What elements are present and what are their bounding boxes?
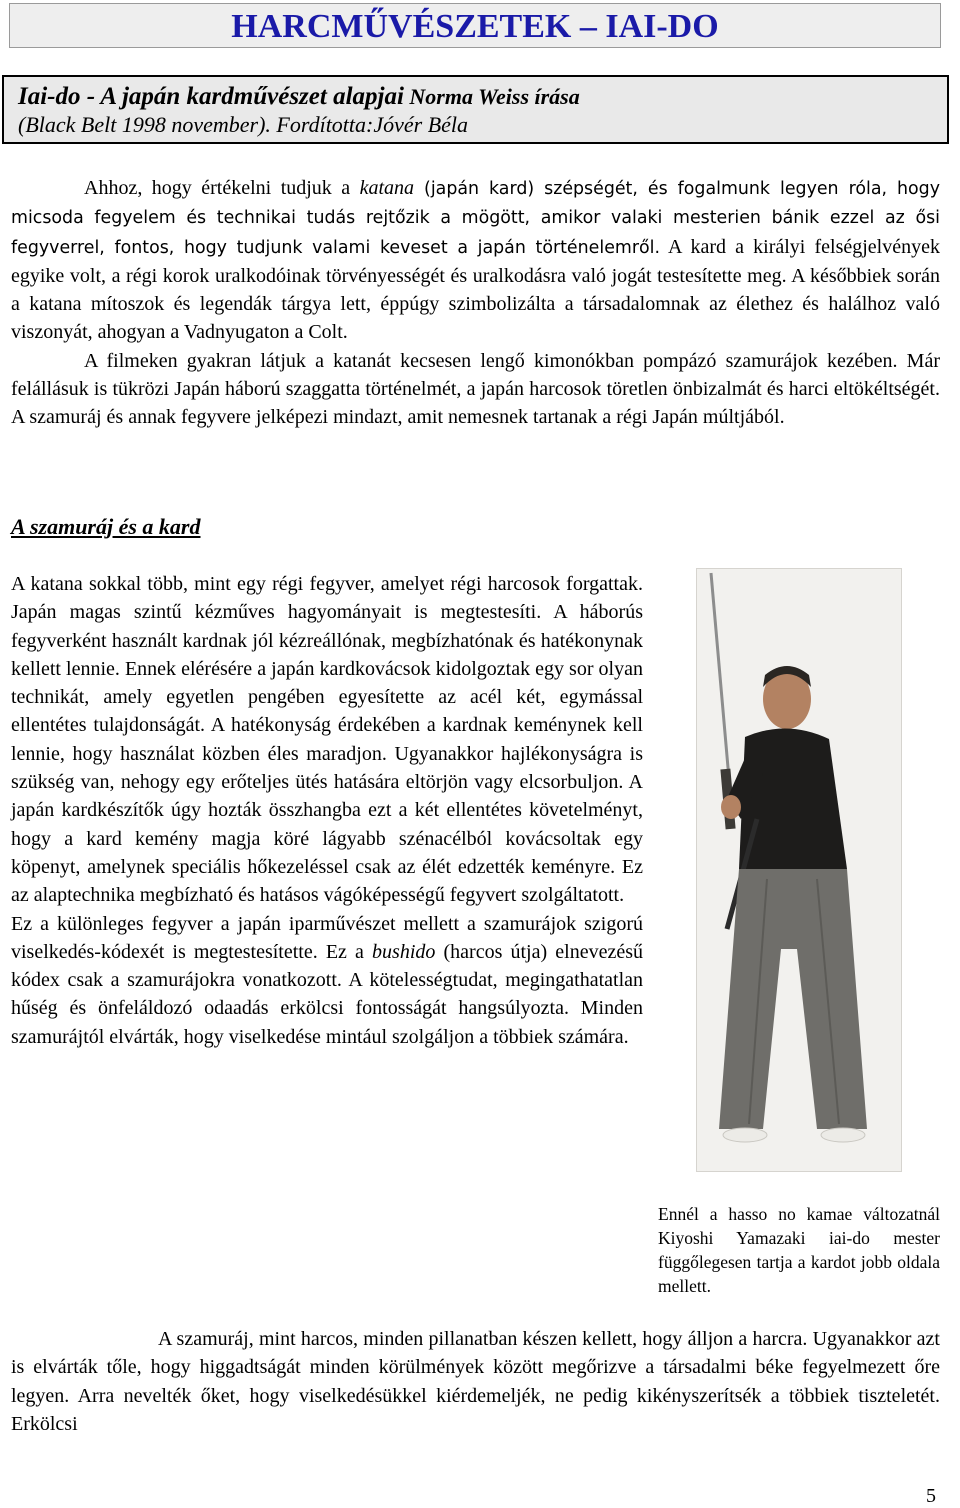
section-text-a: Ez a különleges fegyver a japán iparművészet mellett a szamurájok szigorú viselkedés-kódexét is megtestesítette. Ez a bbox=[11, 912, 643, 963]
section-paragraph-2 bbox=[11, 910, 643, 1051]
article-info-box bbox=[2, 75, 949, 144]
section-paragraph-1: A katana sokkal több, mint egy régi fegyver, amelyet régi harcosok forgattak. Japán magas szintű kézműves hagyományait is megtestesíti. A háborús fegyverként használt kardnak jól kézreállónak, megbízhatónak és hatékonynak kellett lennie. Ennek elérésére a japán kardkovácsok kidolgoztak egy sor olyan technikát, amely egyetlen pengében egyesítette az acél két, egymással ellentétes tulajdonságát. A hatékonyság érdekében a kardnak keménynek kell lennie, hogy használat közben éles maradjon. Ugyanakkor hajlékonyságra is szükség van, nehogy egy erőteljes ütés hatására eltörjön vagy elcsorbuljon. A japán kardkészítők úgy hozták összhangba ezt a két ellentétes követelményt, hogy a kard kemény magja köré lágyabb szénacélból kovácsoltak egy köpenyt, amelynek speciális hőkezeléssel csak az élét edzették keményre. Ez az alaptechnika megbízható és hatásos vágóképességű fegyvert szolgáltatott. bbox=[11, 573, 643, 907]
section-column bbox=[11, 570, 643, 1051]
bushido-term: bushido bbox=[372, 940, 436, 963]
article-title: Iai-do - A japán kardművészet alapjai bbox=[18, 83, 404, 110]
intro-text-a: Ahhoz, hogy értékelni tudjuk a bbox=[84, 177, 360, 199]
section-text-b: (harcos útja) elnevezésű kódex csak a szamurájokra vonatkozott. A kötelességtudat, megingathatatlan hűség és önfeláldozó odaadás erkölcsi fontosságát hangsúlyozta. Minden szamurájtól elvárták, hogy viselkedése mintául szolgáljon a többiek számára. bbox=[11, 940, 643, 1048]
intro-text-b: (japán kard) szépségét, és fogalmunk legyen róla, hogy micsoda fegyelem és technikai tudás rejtőzik a mögött, amikor valaki mesterien bánik ezzel az ősi fegyverrel, fontos, hogy tudjunk valami keveset a japán történelemről. bbox=[11, 179, 940, 258]
section-heading: A szamuráj és a kard bbox=[11, 514, 201, 539]
samurai-photo bbox=[696, 568, 902, 1172]
article-source: (Black Belt 1998 november). Fordította:Jóvér Béla bbox=[18, 112, 469, 137]
page-title: HARCMŰVÉSZETEK – IAI-DO bbox=[231, 8, 719, 45]
intro-paragraph-1 bbox=[11, 174, 940, 347]
intro-text-c: A kard a királyi felségjelvények egyike volt, a régi korok uralkodóinak törvényességét és uralkodásra való jogát testesítette meg. A későbbiek során a katana mítoszok és legendák tárgya lett, éppúgy szimbolizálta a társadalomnak az élethez és halálhoz való viszonyát, ahogyan a Vadnyugaton a Colt. bbox=[11, 235, 940, 344]
photo-caption: Ennél a hasso no kamae változatnál Kiyoshi Yamazaki iai-do mester függőlegesen tartja a kardot jobb oldala mellett. bbox=[658, 1204, 940, 1296]
page-number: 5 bbox=[926, 1485, 936, 1507]
samurai-figure-illustration bbox=[697, 569, 901, 1171]
intro-paragraph-2: A filmeken gyakran látjuk a katanát kecsesen lengő kimonókban pompázó szamurájok kezében. Már felállásuk is tükrözi Japán háború szaggatta történelmét, a japán harcosok töretlen önbizalmát és harci eltökéltségét. A szamuráj és annak fegyvere jelképezi mindazt, amit nemesnek tartanak a régi Japán múltjából. bbox=[11, 349, 940, 429]
closing-section bbox=[11, 1325, 940, 1438]
katana-term: katana bbox=[359, 177, 415, 199]
closing-paragraph: A szamuráj, mint harcos, minden pillanatban készen kellett, hogy álljon a harcra. Ugyanakkor azt is elvárták tőle, hogy higgadtságát minden körülmények között megőrizve a társadalmi béke fegyelmezett őre legyen. Arra nevelték őket, hogy viselkedésükkel kiérdemeljék, ne pedig kikényszerítsék a többiek tiszteletét. Erkölcsi bbox=[11, 1328, 940, 1435]
intro-section bbox=[11, 174, 940, 432]
article-author: Norma Weiss írása bbox=[409, 84, 580, 109]
title-banner bbox=[9, 3, 941, 48]
